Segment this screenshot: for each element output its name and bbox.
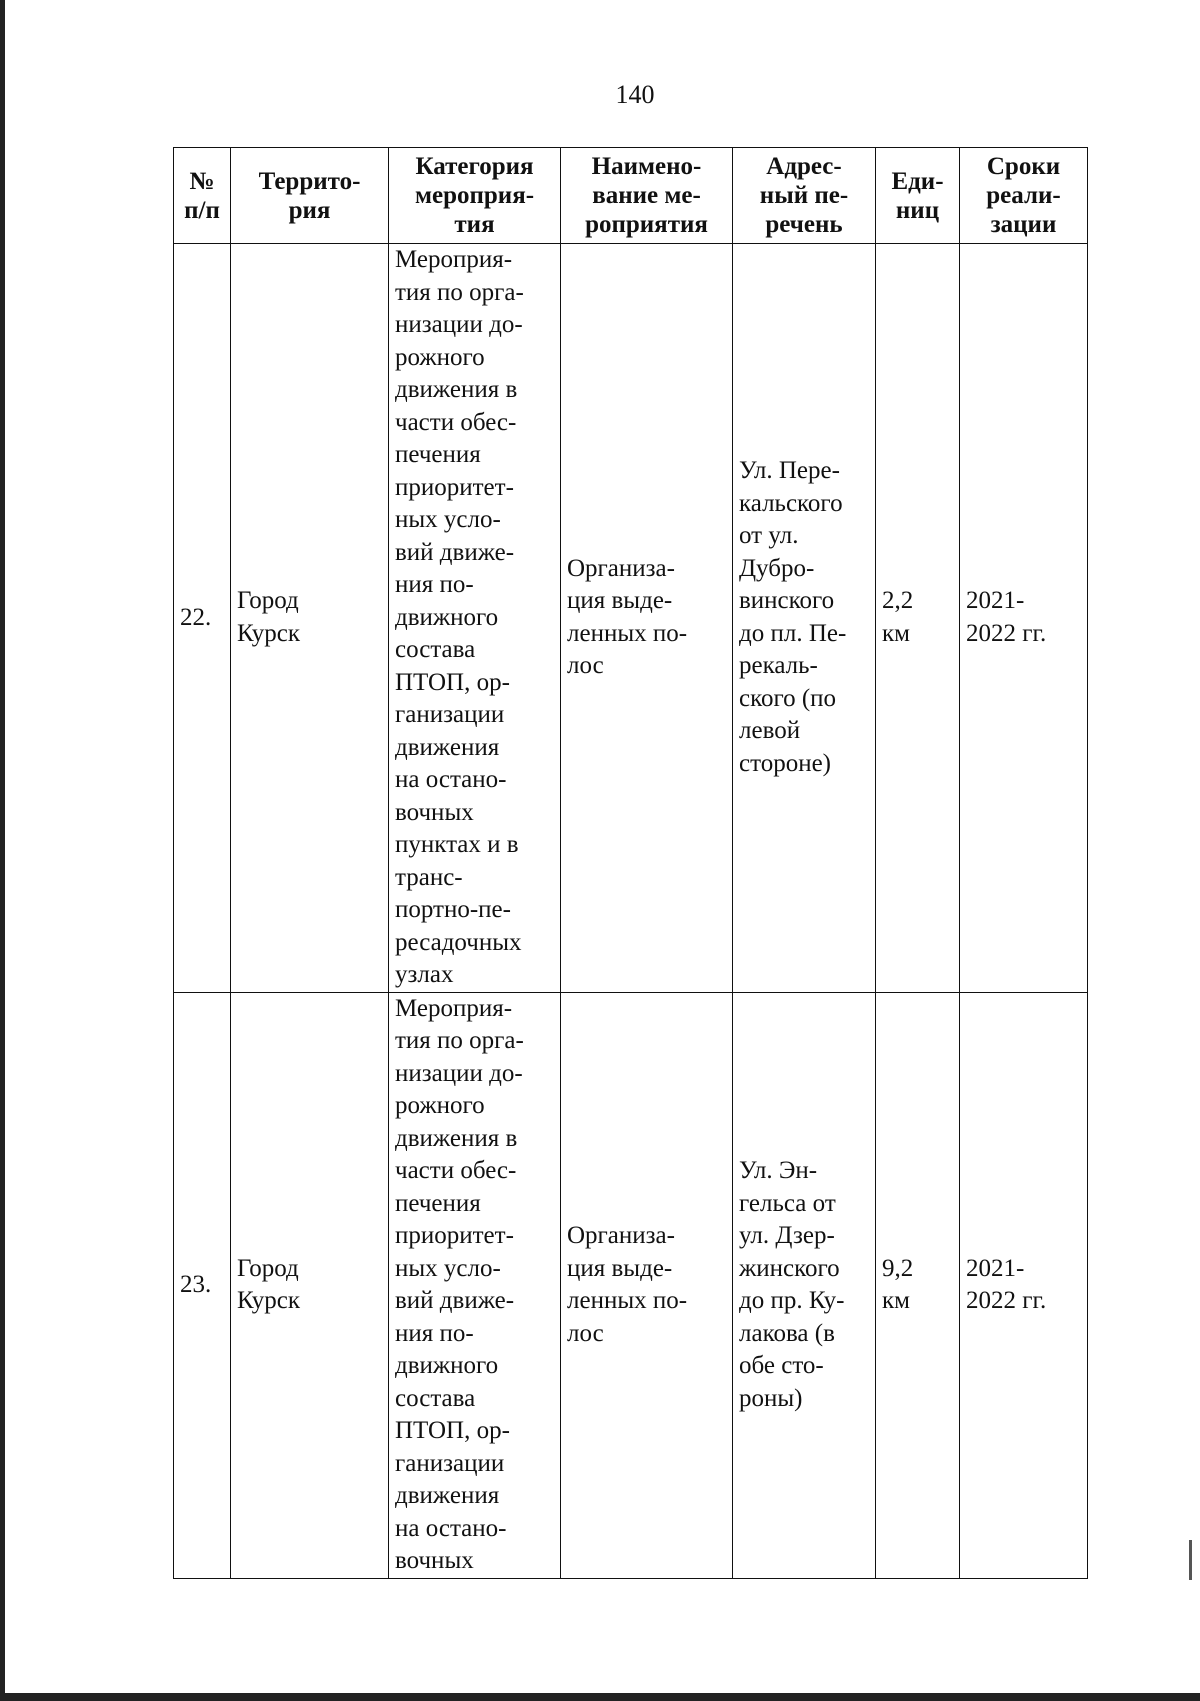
row-units: 2,2 км — [876, 244, 960, 993]
row-address: Ул. Пере- кальского от ул. Дубро- винского до пл. Пе- рекаль- ского (по левой стороне) — [733, 244, 876, 993]
row-units: 9,2 км — [876, 992, 960, 1578]
table-header-row — [174, 148, 1088, 244]
header-name: Наимено- вание ме- роприятия — [561, 148, 733, 244]
row-period: 2021- 2022 гг. — [960, 992, 1088, 1578]
row-number: 23. — [174, 992, 231, 1578]
measures-table — [173, 147, 1088, 1579]
row-category: Мероприя- тия по орга- низации до- рожного движения в части обес- печения приоритет- ных усло- вий движе- ния по- движного состава ПТОП, ор- ганизации движения на остано- вочных пунктах и в транс- портно-пе- ресадочных узлах — [389, 244, 561, 993]
row-territory: Город Курск — [231, 244, 389, 993]
scan-speck — [1189, 1540, 1192, 1580]
row-period: 2021- 2022 гг. — [960, 244, 1088, 993]
header-period: Сроки реали- зации — [960, 148, 1088, 244]
row-number: 22. — [174, 244, 231, 993]
header-units: Еди- ниц — [876, 148, 960, 244]
header-category: Категория мероприя- тия — [389, 148, 561, 244]
row-category: Мероприя- тия по орга- низации до- рожного движения в части обес- печения приоритет- ных усло- вий движе- ния по- движного состава ПТОП, ор- ганизации движения на остано- вочных — [389, 992, 561, 1578]
scan-bottom-edge — [0, 1693, 1200, 1701]
table-row — [174, 244, 1088, 993]
row-name: Организа- ция выде- ленных по- лос — [561, 244, 733, 993]
scan-left-edge — [0, 0, 5, 1701]
header-number: № п/п — [174, 148, 231, 244]
table-row — [174, 992, 1088, 1578]
header-address: Адрес- ный пе- речень — [733, 148, 876, 244]
row-name: Организа- ция выде- ленных по- лос — [561, 992, 733, 1578]
row-territory: Город Курск — [231, 992, 389, 1578]
header-territory: Террито- рия — [231, 148, 389, 244]
row-address: Ул. Эн- гельса от ул. Дзер- жинского до пр. Ку- лакова (в обе сто- роны) — [733, 992, 876, 1578]
page-number: 140 — [615, 80, 655, 109]
